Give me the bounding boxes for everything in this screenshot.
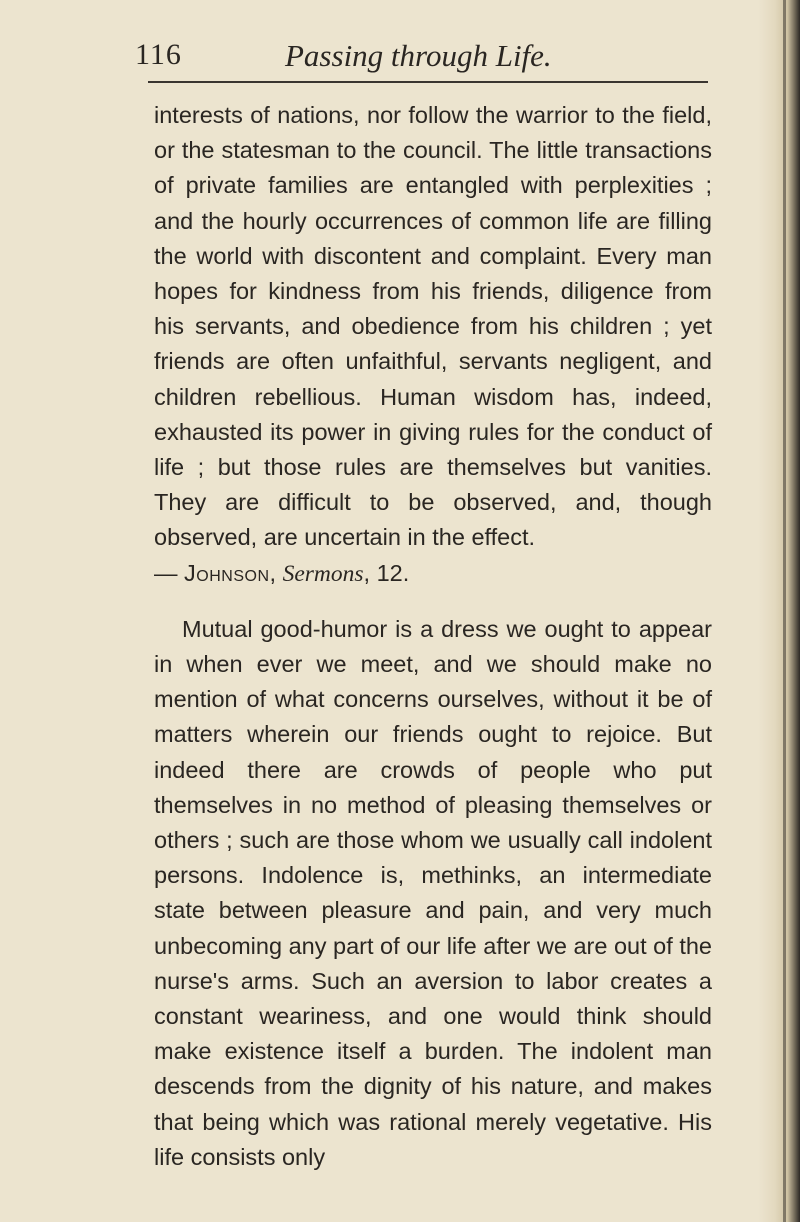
page-header <box>135 38 710 78</box>
attribution-author: Johnson <box>184 559 270 586</box>
page-edge-line <box>783 0 786 1222</box>
paragraph-2: Mutual good-humor is a dress we ought to appear in when ever we meet, and we should make no mention of what concerns ourselves, without it be of matters wherein our friends ought to rejoice. But indeed there are crowds of people who put themselves in no method of pleasing themselves or others ; such are those whom we usually call indolent persons. Indolence is, methinks, an intermediate state between pleasure and pain, and very much unbecoming any part of our life after we are out of the nurse's arms. Such an aversion to labor creates a constant weariness, and one would think should make existence itself a burden. The indolent man descends from the dignity of his nature, and makes that being which was rational merely vegetative. His life consists only <box>154 615 712 1170</box>
page-edge-shadow <box>758 0 800 1222</box>
attribution-sep: , <box>269 559 283 586</box>
attribution-work: Sermons <box>282 560 364 587</box>
page-number: 116 <box>135 38 182 71</box>
running-title: Passing through Life. <box>285 38 552 73</box>
attribution-dash: — <box>154 559 185 586</box>
attribution-num: , 12. <box>363 559 410 586</box>
paragraph-1-text: interests of nations, nor follow the warrior to the field, or the statesman to the council. The little transactions of private families are entangled with perplexities ; and the hourly occurrences of common life are filling the world with discontent and complaint. Every man hopes for kindness from his friends, diligence from his servants, and obedience from his children ; yet friends are often unfaithful, servants negligent, and children rebellious. Human wisdom has, indeed, exhausted its power in giving rules for the conduct of life ; but those rules are themselves but vanities. They are difficult to be observed, and, though observed, are uncertain in the effect. <box>154 102 712 551</box>
paragraph-1 <box>154 98 712 592</box>
header-rule <box>148 81 708 83</box>
body-text <box>154 98 712 1175</box>
